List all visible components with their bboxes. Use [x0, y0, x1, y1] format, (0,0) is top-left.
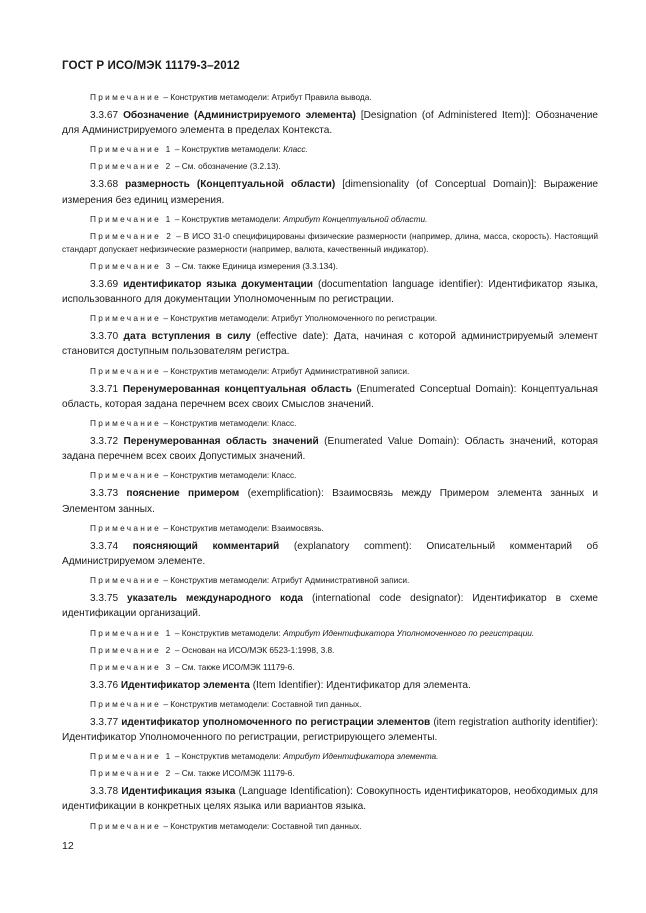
note-text: – Конструктив метамодели: Составной тип данных.	[161, 698, 362, 709]
note-text: – Конструктив метамодели: Атрибут Административной записи.	[161, 365, 410, 376]
note-label: Примечание 1	[90, 627, 173, 638]
term-number: 3.3.68	[90, 179, 119, 191]
note-label: Примечание 2	[90, 161, 173, 172]
term-name: указатель международного кода	[127, 593, 304, 605]
term-number: 3.3.75	[90, 593, 119, 605]
note-text: – Конструктив метамодели:	[172, 627, 284, 638]
note-label: Примечание 1	[90, 213, 173, 224]
note-label: Примечание 3	[90, 661, 173, 672]
note	[62, 160, 598, 173]
note	[62, 767, 598, 780]
note-label: Примечание 1	[90, 144, 173, 155]
note-text: – Конструктив метамодели:	[172, 144, 284, 155]
note-text: – См. также ИСО/МЭК 11179-6.	[172, 661, 295, 672]
note-text: – В ИСО 31-0 специфицированы физические размерности (например, длина, масса, скорость). Настоящий стандарт допускает нефизические размерности (например, валюта, качественный индикатор).	[62, 230, 598, 254]
note	[62, 698, 598, 711]
term-definition-text: (Language Identification): Совокупность идентификаторов, необходимых для идентификации в конкретных целях языка или вариантов языка.	[62, 786, 598, 813]
term-definition-text: (exemplification): Взаимосвязь между Примером элемента занных и Элементом занных.	[62, 488, 599, 515]
note-italic-text: Атрибут Идентификатора элемента.	[283, 751, 439, 762]
note	[62, 312, 598, 325]
note	[62, 627, 598, 640]
term-definition-text: (explanatory comment): Описательный комментарий об Администрируемом элементе.	[62, 540, 598, 568]
term-number: 3.3.78	[90, 786, 119, 798]
note	[62, 661, 598, 674]
note	[62, 365, 598, 378]
term-definition	[62, 277, 598, 307]
term-name: Перенумерованная концептуальная область	[122, 383, 352, 395]
term-definition-text: [Designation (of Administered Item)]: Обозначение для Администрируемого элемента в пределах Контекста.	[62, 110, 598, 137]
note	[62, 522, 598, 535]
note-label: Примечание	[90, 365, 162, 376]
term-definition	[62, 329, 598, 359]
note-italic-text: Атрибут Идентификатора Уполномоченного по регистрации.	[283, 627, 535, 638]
term-name: поясняющий комментарий	[132, 540, 280, 552]
term-definition	[62, 539, 598, 569]
note-text: – Конструктив метамодели: Атрибут Правила вывода.	[161, 92, 372, 102]
note-text: – Конструктив метамодели:	[172, 751, 284, 762]
note-text: – Конструктив метамодели: Класс.	[161, 470, 297, 481]
note-label: Примечание 1	[90, 751, 173, 762]
term-definition-text: (international code designator): Идентификатор в схеме идентификации организаций.	[62, 593, 599, 620]
note-label: Примечание 2	[90, 768, 173, 779]
note	[62, 260, 598, 273]
term-name: дата вступления в силу	[123, 331, 251, 343]
term-definition	[62, 591, 598, 621]
note-text: – См. обозначение (3.2.13).	[172, 161, 281, 172]
term-number: 3.3.74	[90, 540, 119, 552]
term-definition-text: (documentation language identifier): Идентификатор языка, использованного для документации Уполномоченным по регистрации.	[62, 278, 598, 306]
note-text: – Основан на ИСО/МЭК 6523-1:1998, 3.8.	[172, 644, 335, 655]
note	[62, 230, 598, 256]
term-definition-text: [dimensionality (of Conceptual Domain)]: Выражение измерения без единиц измерения.	[62, 179, 598, 206]
term-number: 3.3.73	[90, 488, 119, 500]
note-text: – Конструктив метамодели: Составной тип данных.	[161, 820, 362, 831]
note-text: – Конструктив метамодели: Атрибут Административной записи.	[161, 575, 410, 586]
term-definition	[62, 486, 598, 516]
term-name: идентификатор уполномоченного по регистрации элементов	[121, 716, 431, 728]
note	[62, 644, 598, 657]
term-definition	[62, 382, 598, 412]
note	[62, 213, 598, 226]
note-label: Примечание	[90, 698, 162, 709]
note-text: – Конструктив метамодели:	[172, 213, 284, 224]
note-label: Примечание	[90, 470, 162, 481]
note-text: – Конструктив метамодели: Атрибут Уполномоченного по регистрации.	[161, 313, 438, 324]
note-text: – См. также ИСО/МЭК 11179-6.	[172, 768, 295, 779]
note	[62, 574, 598, 587]
note-label: Примечание	[90, 820, 162, 831]
note	[62, 820, 598, 833]
term-definition-text: (Enumerated Value Domain): Область значений, которая задана перечнем всех своих Допустимых значений.	[62, 436, 598, 463]
note	[62, 469, 598, 482]
note	[62, 750, 598, 763]
term-name: пояснение примером	[126, 488, 240, 500]
term-number: 3.3.71	[90, 383, 119, 395]
page-number: 12	[62, 840, 74, 852]
term-name: Идентификатор элемента	[120, 679, 250, 691]
term-name: Идентификация языка	[121, 786, 236, 798]
note-text: – См. также Единица измерения (3.3.134).	[172, 260, 338, 271]
note-label: Примечание	[90, 313, 162, 324]
note-italic-text: Атрибут Концептуальной области.	[283, 213, 428, 224]
document-header: ГОСТ Р ИСО/МЭК 11179-3–2012	[62, 59, 240, 72]
term-number: 3.3.76	[90, 679, 119, 691]
note-text: – Конструктив метамодели: Взаимосвязь.	[161, 522, 324, 533]
term-name: Обозначение (Администрируемого элемента)	[123, 110, 356, 121]
term-number: 3.3.70	[90, 331, 119, 343]
note-label: Примечание 2	[90, 644, 173, 655]
term-definition-text: (effective date): Дата, начиная с которой администрируемый элемент становится доступным пользователям регистра.	[62, 331, 599, 358]
term-definition	[62, 108, 598, 138]
term-definition	[62, 678, 598, 693]
note-label: Примечание 2	[90, 230, 174, 241]
note-label: Примечание	[90, 575, 162, 586]
term-name: идентификатор языка документации	[123, 278, 313, 290]
term-definition	[62, 784, 598, 814]
note-text: – Конструктив метамодели: Класс.	[161, 418, 297, 429]
note-label: Примечание	[90, 522, 162, 533]
term-name: Перенумерованная область значений	[123, 436, 319, 448]
term-definition-text: (Item Identifier): Идентификатор для элемента.	[249, 679, 471, 691]
term-definition	[62, 434, 598, 464]
note-label: Примечание 3	[90, 260, 173, 271]
term-definition	[62, 177, 598, 207]
document-body	[62, 91, 598, 837]
note-label: Примечание	[90, 92, 162, 102]
term-number: 3.3.77	[90, 716, 119, 728]
note	[62, 417, 598, 430]
note	[62, 91, 598, 104]
term-number: 3.3.67	[90, 110, 119, 121]
note-italic-text: Класс.	[283, 144, 308, 155]
term-definition-text: (item registration authority identifier): Идентификатор Уполномоченного по регистрации, регистрирующего элементы.	[62, 716, 598, 744]
term-number: 3.3.69	[90, 278, 119, 290]
note-label: Примечание	[90, 418, 162, 429]
term-number: 3.3.72	[90, 436, 119, 448]
note	[62, 143, 598, 156]
term-definition	[62, 715, 598, 745]
term-definition-text: (Enumerated Conceptual Domain): Концептуальная область, которая задана перечнем всех своих Смыслов значений.	[62, 383, 598, 410]
term-name: размерность (Концептуальной области)	[125, 179, 336, 191]
